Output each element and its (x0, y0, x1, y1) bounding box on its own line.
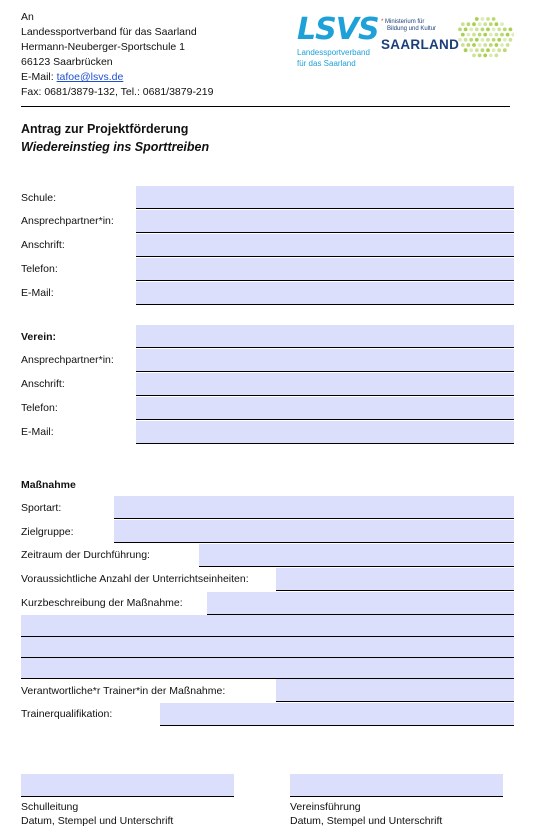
address-line-4: 66123 Saarbrücken (21, 56, 113, 68)
trainer-field[interactable] (276, 679, 514, 702)
ministry-line-2: Bildung und Kultur (387, 26, 437, 32)
page-title: Antrag zur Projektförderung (21, 122, 189, 136)
address-line-2: Landessportverband für das Saarland (21, 26, 197, 38)
school-address-label: Anschrift: (21, 239, 65, 251)
club-signature-field[interactable] (290, 774, 503, 797)
club-contact-field[interactable] (136, 349, 514, 372)
period-label: Zeitraum der Durchführung: (21, 549, 150, 561)
address-fax-phone: Fax: 0681/3879-132, Tel.: 0681/3879-219 (21, 86, 214, 98)
club-phone-field[interactable] (136, 397, 514, 420)
short-description-line-2[interactable] (21, 615, 514, 637)
lsvs-logo (297, 14, 379, 68)
email-label: E-Mail: (21, 71, 57, 83)
club-signature-title: Vereinsführung (290, 801, 361, 813)
lsvs-logo-sub-1: Landessportverband (297, 48, 370, 57)
lsvs-logo-sub-2: für das Saarland (297, 59, 356, 68)
club-address-field[interactable] (136, 373, 514, 396)
sport-type-label: Sportart: (21, 502, 62, 514)
ministry-line-1: * Ministerium für (381, 19, 425, 25)
saarland-logo (381, 19, 459, 52)
school-address-field[interactable] (136, 234, 514, 257)
school-signature-title: Schulleitung (21, 801, 79, 813)
short-description-field[interactable] (207, 592, 514, 615)
school-contact-label: Ansprechpartner*in: (21, 215, 114, 227)
saarland-map-icon (456, 15, 514, 59)
short-description-line-3[interactable] (21, 637, 514, 658)
saarland-wordmark: SAARLAND (381, 37, 460, 52)
trainer-qualification-label: Trainerqualifikation: (21, 708, 113, 720)
lsvs-logo-mark: LSVS (297, 12, 379, 47)
club-name-field[interactable] (136, 325, 514, 348)
target-group-label: Zielgruppe: (21, 526, 74, 538)
club-email-label: E-Mail: (21, 426, 54, 438)
sport-type-field[interactable] (114, 496, 514, 519)
lesson-count-field[interactable] (276, 568, 514, 591)
club-signature-caption (290, 800, 442, 828)
school-contact-field[interactable] (136, 210, 514, 233)
club-contact-label: Ansprechpartner*in: (21, 354, 114, 366)
target-group-field[interactable] (114, 520, 514, 543)
measure-heading: Maßnahme (21, 479, 76, 491)
recipient-address (21, 10, 213, 100)
club-email-field[interactable] (136, 421, 514, 444)
school-name-field[interactable] (136, 186, 514, 209)
page-subtitle: Wiedereinstieg ins Sporttreiben (21, 140, 210, 154)
club-signature-sub: Datum, Stempel und Unterschrift (290, 815, 443, 827)
period-field[interactable] (199, 544, 514, 567)
school-email-label: E-Mail: (21, 287, 54, 299)
school-phone-field[interactable] (136, 258, 514, 281)
address-email-row (21, 70, 213, 85)
club-phone-label: Telefon: (21, 402, 58, 414)
short-description-line-4[interactable] (21, 658, 514, 679)
school-email-field[interactable] (136, 282, 514, 305)
trainer-label: Verantwortliche*r Trainer*in der Maßnahme: (21, 685, 226, 697)
school-phone-label: Telefon: (21, 263, 58, 275)
address-line-1: An (21, 11, 34, 23)
school-signature-field[interactable] (21, 774, 234, 797)
school-signature-caption (21, 800, 173, 828)
email-link[interactable]: tafoe@lsvs.de (56, 71, 124, 83)
short-description-label: Kurzbeschreibung der Maßnahme: (21, 597, 183, 609)
lesson-count-label: Voraussichtliche Anzahl der Unterrichtseinheiten: (21, 573, 249, 585)
club-name-label: Verein: (21, 331, 57, 343)
club-address-label: Anschrift: (21, 378, 65, 390)
school-name-label: Schule: (21, 192, 57, 204)
header-divider (21, 106, 510, 107)
school-signature-sub: Datum, Stempel und Unterschrift (21, 815, 174, 827)
address-line-3: Hermann-Neuberger-Sportschule 1 (21, 41, 185, 53)
trainer-qualification-field[interactable] (160, 703, 514, 726)
